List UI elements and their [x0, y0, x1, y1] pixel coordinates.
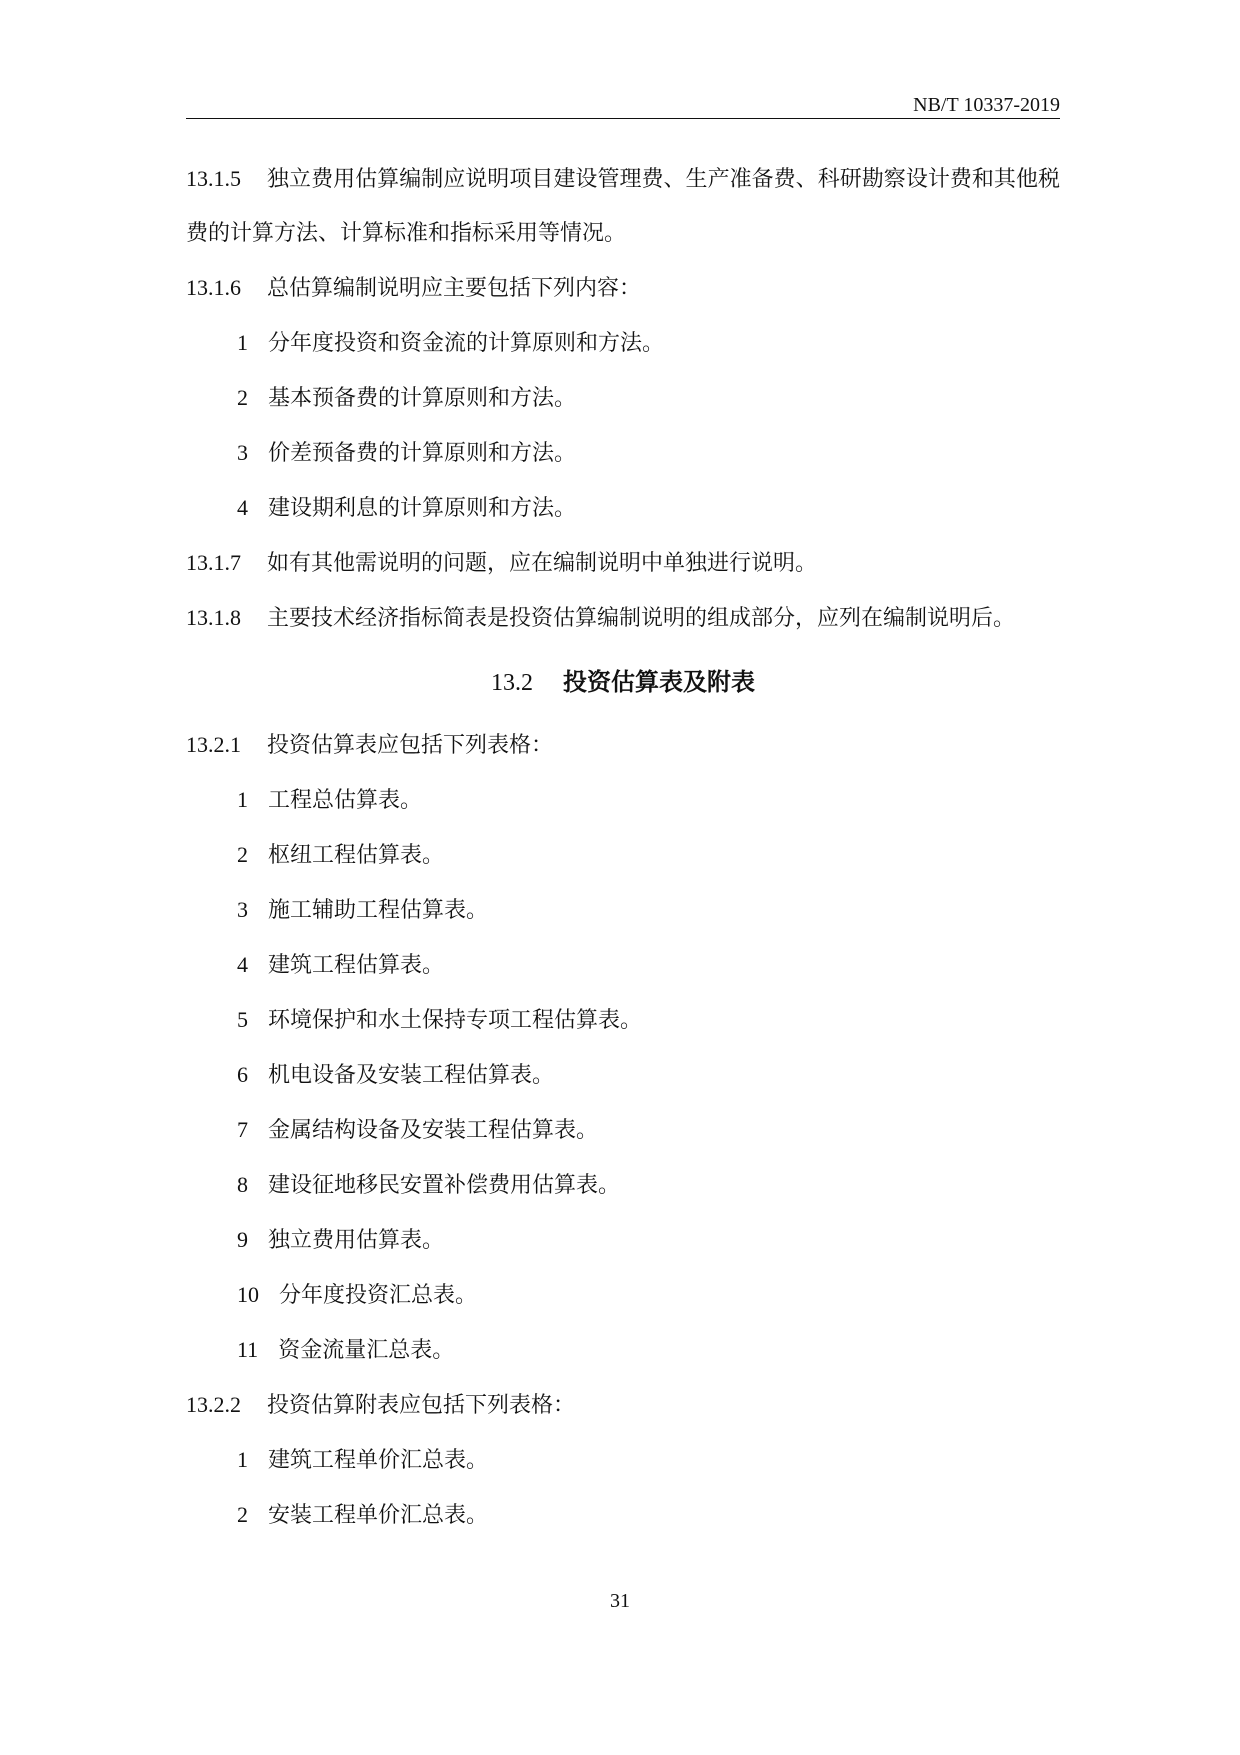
clause-text: 独立费用估算编制应说明项目建设管理费、生产准备费、科研勘察设计费和其他税费的计算方法、计算标准和指标采用等情况。 — [186, 167, 1060, 246]
item-number: 9 — [237, 1227, 248, 1252]
header-rule — [186, 118, 1060, 119]
clause-text: 投资估算表应包括下列表格： — [267, 733, 554, 758]
list-item — [186, 426, 1060, 481]
clause-paragraph — [186, 1378, 1060, 1433]
item-text: 建筑工程估算表。 — [268, 953, 445, 978]
clause-paragraph — [186, 718, 1060, 773]
item-text: 环境保护和水土保持专项工程估算表。 — [268, 1008, 643, 1033]
list-item — [186, 883, 1060, 938]
list-item — [186, 828, 1060, 883]
item-text: 分年度投资汇总表。 — [279, 1283, 478, 1308]
section-number: 13.2 — [491, 670, 533, 696]
item-number: 3 — [237, 897, 248, 922]
item-number: 11 — [237, 1337, 259, 1362]
list-item — [186, 773, 1060, 828]
item-text: 金属结构设备及安装工程估算表。 — [268, 1118, 599, 1143]
section-text: 投资估算表及附表 — [563, 668, 755, 696]
clause-paragraph — [186, 152, 1060, 261]
list-item — [186, 1048, 1060, 1103]
clause-number: 13.2.1 — [186, 732, 241, 757]
standard-code: NB/T 10337-2019 — [913, 94, 1060, 116]
item-number: 1 — [237, 1447, 248, 1472]
item-number: 7 — [237, 1117, 248, 1142]
item-number: 2 — [237, 1502, 248, 1527]
item-text: 建筑工程单价汇总表。 — [268, 1448, 489, 1473]
item-text: 机电设备及安装工程估算表。 — [268, 1063, 555, 1088]
item-text: 工程总估算表。 — [268, 788, 423, 813]
list-item — [186, 1488, 1060, 1543]
item-number: 2 — [237, 842, 248, 867]
item-text: 分年度投资和资金流的计算原则和方法。 — [268, 331, 665, 356]
list-item — [186, 481, 1060, 536]
item-text: 施工辅助工程估算表。 — [268, 898, 489, 923]
list-item — [186, 1323, 1060, 1378]
item-text: 枢纽工程估算表。 — [268, 843, 445, 868]
item-number: 10 — [237, 1282, 259, 1307]
item-number: 2 — [237, 385, 248, 410]
list-item — [186, 1268, 1060, 1323]
list-item — [186, 1433, 1060, 1488]
item-text: 建设期利息的计算原则和方法。 — [268, 496, 577, 521]
clause-number: 13.2.2 — [186, 1392, 241, 1417]
item-number: 6 — [237, 1062, 248, 1087]
item-number: 3 — [237, 440, 248, 465]
clause-number: 13.1.5 — [186, 166, 241, 191]
item-text: 建设征地移民安置补偿费用估算表。 — [268, 1173, 621, 1198]
page-number: 31 — [610, 1590, 630, 1612]
list-item — [186, 1213, 1060, 1268]
item-text: 价差预备费的计算原则和方法。 — [268, 441, 577, 466]
item-number: 5 — [237, 1007, 248, 1032]
list-item — [186, 993, 1060, 1048]
item-number: 8 — [237, 1172, 248, 1197]
item-number: 1 — [237, 787, 248, 812]
list-item — [186, 316, 1060, 371]
list-item — [186, 938, 1060, 993]
list-item — [186, 1158, 1060, 1213]
clause-text: 主要技术经济指标简表是投资估算编制说明的组成部分，应列在编制说明后。 — [267, 606, 1016, 631]
item-text: 安装工程单价汇总表。 — [268, 1503, 489, 1528]
item-number: 4 — [237, 952, 248, 977]
clause-number: 13.1.6 — [186, 275, 241, 300]
clause-paragraph — [186, 261, 1060, 316]
item-number: 4 — [237, 495, 248, 520]
section-title — [186, 646, 1060, 718]
item-number: 1 — [237, 330, 248, 355]
item-text: 资金流量汇总表。 — [278, 1338, 455, 1363]
clause-paragraph — [186, 536, 1060, 591]
clause-number: 13.1.7 — [186, 550, 241, 575]
clause-text: 总估算编制说明应主要包括下列内容： — [267, 276, 642, 301]
item-text: 独立费用估算表。 — [268, 1228, 445, 1253]
page-body — [186, 152, 1060, 1543]
clause-number: 13.1.8 — [186, 605, 241, 630]
item-text: 基本预备费的计算原则和方法。 — [268, 386, 577, 411]
list-item — [186, 1103, 1060, 1158]
list-item — [186, 371, 1060, 426]
clause-text: 投资估算附表应包括下列表格： — [267, 1393, 576, 1418]
clause-paragraph — [186, 591, 1060, 646]
clause-text: 如有其他需说明的问题，应在编制说明中单独进行说明。 — [267, 551, 818, 576]
